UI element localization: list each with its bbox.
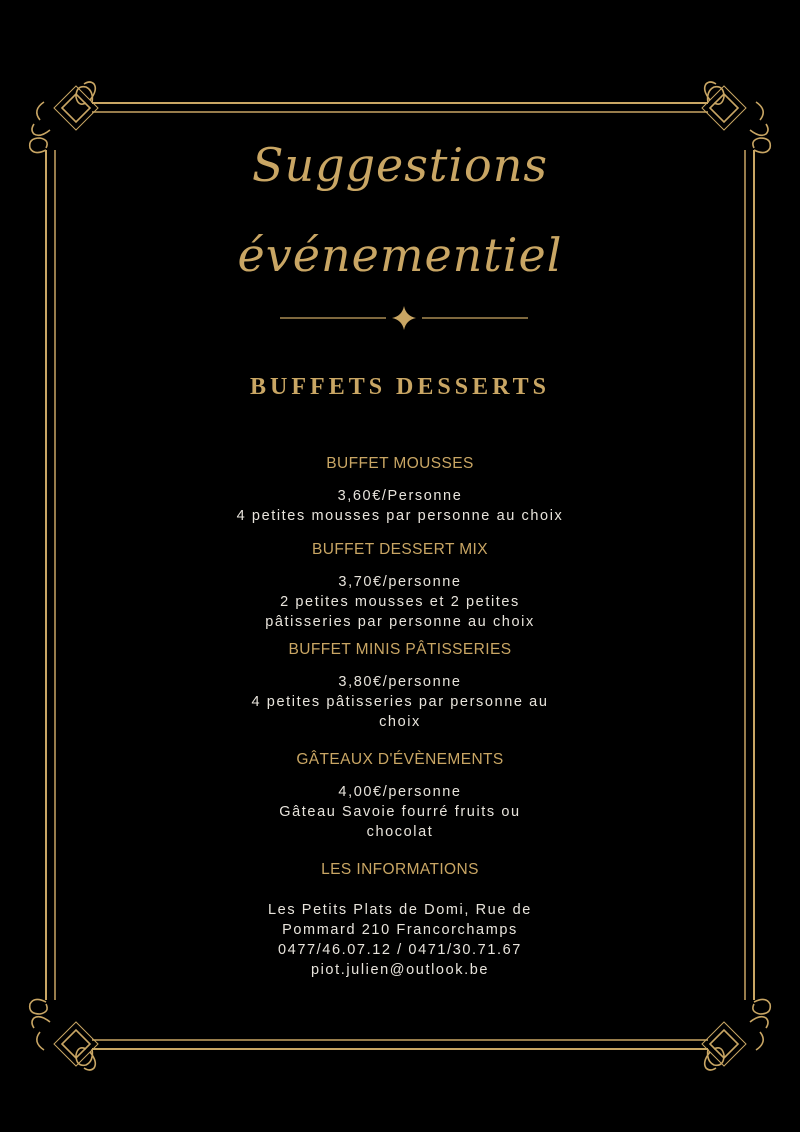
info-address: Les Petits Plats de Domi, Rue de Pommard 210 Francorchamps — [268, 902, 532, 938]
menu-content — [180, 452, 620, 980]
section-title: BUFFET DESSERT MIX — [311, 541, 488, 558]
section-price: 3,60€/Personne — [337, 488, 463, 504]
section-description: Gâteau Savoie fourré fruits ou chocolat — [279, 804, 521, 840]
title-divider — [0, 300, 800, 336]
section-description: 2 petites mousses et 2 petites pâtisseries par personne au choix — [265, 594, 535, 630]
page-heading: BUFFETS DESSERTS — [250, 374, 550, 400]
info-phones: 0477/46.07.12 / 0471/30.71.67 — [278, 942, 522, 958]
section-price: 4,00€/personne — [338, 784, 462, 800]
section-title: GÂTEAUX D'ÉVÈNEMENTS — [296, 751, 504, 768]
four-point-star-icon — [392, 306, 416, 330]
menu-section — [180, 538, 620, 632]
info-title: LES INFORMATIONS — [321, 861, 479, 878]
section-description: 4 petites mousses par personne au choix — [236, 508, 564, 524]
info-email: piot.julien@outlook.be — [310, 962, 490, 978]
section-description: 4 petites pâtisseries par personne au choix — [251, 694, 549, 730]
info-section — [180, 858, 620, 980]
title-line-2: événementiel — [237, 228, 563, 282]
section-price: 3,80€/personne — [338, 674, 462, 690]
menu-section — [180, 452, 620, 526]
menu-section — [180, 748, 620, 842]
menu-section — [180, 638, 620, 732]
section-title: BUFFET MINIS PÂTISSERIES — [288, 641, 512, 658]
section-price: 3,70€/personne — [338, 574, 462, 590]
section-title: BUFFET MOUSSES — [326, 455, 474, 472]
title-line-1: Suggestions — [252, 138, 548, 192]
